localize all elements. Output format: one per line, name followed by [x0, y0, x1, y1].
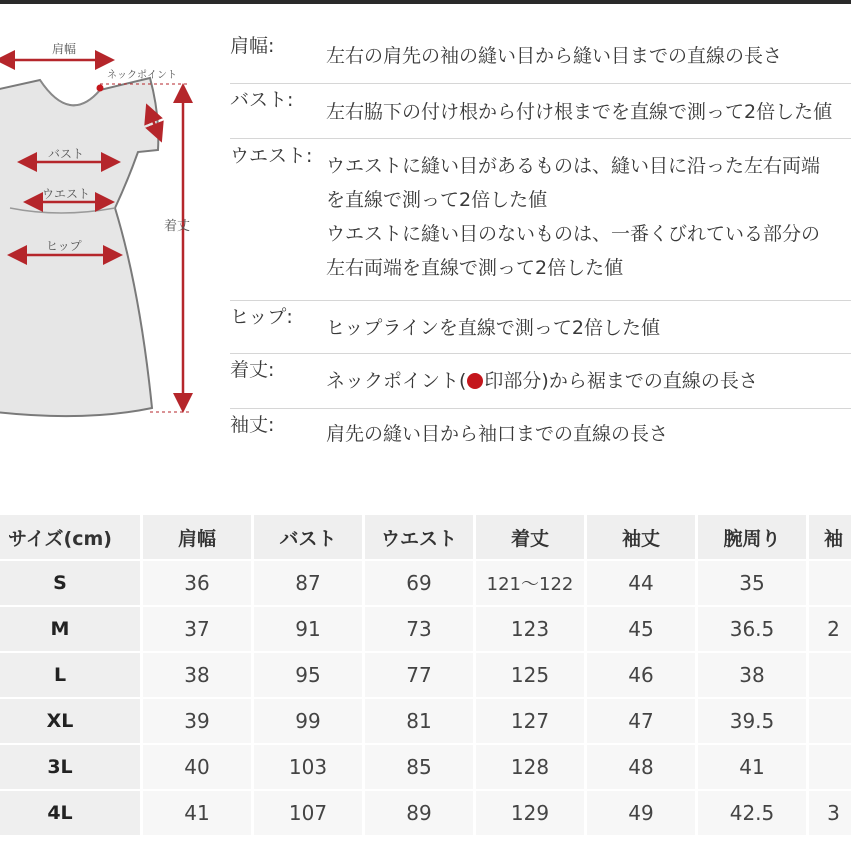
definition-term: 着丈:	[230, 359, 275, 381]
table-row	[0, 653, 851, 699]
red-dot-icon	[467, 373, 483, 389]
table-cell: 41	[698, 745, 809, 791]
table-cell: 48	[587, 745, 698, 791]
table-cell: 37	[143, 607, 254, 653]
table-row	[0, 699, 851, 745]
header-waist: ウエスト	[365, 515, 476, 561]
table-cell: 36	[143, 561, 254, 607]
table-cell: 107	[254, 791, 365, 837]
definition-waist	[230, 139, 851, 301]
header-length: 着丈	[476, 515, 587, 561]
size-cell: S	[0, 561, 143, 607]
size-table-container	[0, 515, 851, 837]
definition-bust	[230, 84, 851, 139]
definition-term: ヒップ:	[230, 306, 293, 328]
table-cell: 103	[254, 745, 365, 791]
definition-text: 肩先の縫い目から袖口までの直線の長さ	[326, 423, 669, 445]
header-arm: 腕周り	[698, 515, 809, 561]
table-cell: 125	[476, 653, 587, 699]
table-cell: 127	[476, 699, 587, 745]
table-cell: 77	[365, 653, 476, 699]
table-cell	[809, 745, 851, 791]
table-cell: 45	[587, 607, 698, 653]
neck-point-label: ネックポイント	[107, 70, 177, 81]
table-cell: 87	[254, 561, 365, 607]
table-cell: 42.5	[698, 791, 809, 837]
length-label: 着丈	[164, 219, 191, 234]
definition-shoulder	[230, 30, 851, 84]
size-cell: 4L	[0, 791, 143, 837]
table-cell: 36.5	[698, 607, 809, 653]
definition-text: ヒップラインを直線で測って2倍した値	[326, 317, 660, 339]
definition-length	[230, 354, 851, 409]
table-cell: 85	[365, 745, 476, 791]
definition-text: 左右の肩先の袖の縫い目から縫い目までの直線の長さ	[326, 45, 783, 67]
table-cell: 129	[476, 791, 587, 837]
table-cell: 39.5	[698, 699, 809, 745]
table-cell	[809, 561, 851, 607]
definition-sleeve	[230, 409, 851, 460]
table-cell: 123	[476, 607, 587, 653]
table-header-row	[0, 515, 851, 561]
size-table	[0, 515, 851, 837]
definition-term: バスト:	[230, 89, 294, 111]
waist-label: ウエスト	[42, 187, 91, 201]
table-cell: 44	[587, 561, 698, 607]
table-row	[0, 561, 851, 607]
definition-text: を直線で測って2倍した値	[326, 189, 548, 211]
hip-label: ヒップ	[46, 239, 82, 253]
definition-text: 左右両端を直線で測って2倍した値	[326, 257, 624, 279]
shoulder-label: 肩幅	[52, 42, 77, 56]
measurement-definitions	[230, 30, 851, 460]
size-cell: XL	[0, 699, 143, 745]
definition-text-before: ネックポイント(	[326, 370, 467, 392]
table-row	[0, 745, 851, 791]
dress-diagram-svg	[0, 30, 215, 430]
size-cell: M	[0, 607, 143, 653]
header-size: サイズ(cm)	[0, 515, 143, 561]
size-cell: 3L	[0, 745, 143, 791]
table-cell: 35	[698, 561, 809, 607]
definition-text: ウエストに縫い目のないものは、一番くびれている部分の	[326, 223, 821, 245]
table-cell: 121～122	[476, 561, 587, 607]
definition-text: 左右脇下の付け根から付け根までを直線で測って2倍した値	[326, 101, 833, 123]
definition-term: 袖丈:	[230, 414, 275, 436]
definition-text	[326, 365, 851, 397]
table-cell: 41	[143, 791, 254, 837]
header-cuff: 袖	[809, 515, 851, 561]
table-cell: 49	[587, 791, 698, 837]
top-border	[0, 0, 851, 4]
neck-point-dot	[97, 85, 104, 92]
bust-label: バスト	[48, 147, 85, 161]
table-cell: 40	[143, 745, 254, 791]
table-cell: 3	[809, 791, 851, 837]
table-cell: 47	[587, 699, 698, 745]
table-cell	[809, 699, 851, 745]
table-cell: 89	[365, 791, 476, 837]
table-cell: 69	[365, 561, 476, 607]
table-cell: 81	[365, 699, 476, 745]
table-row	[0, 607, 851, 653]
table-cell	[809, 653, 851, 699]
table-row	[0, 791, 851, 837]
definition-text-after: 印部分)から裾までの直線の長さ	[484, 370, 758, 392]
table-cell: 99	[254, 699, 365, 745]
table-cell: 95	[254, 653, 365, 699]
table-cell: 91	[254, 607, 365, 653]
definition-term: 肩幅:	[230, 35, 275, 57]
definition-text: ウエストに縫い目があるものは、縫い目に沿った左右両端	[326, 155, 821, 177]
dress-diagram	[0, 30, 215, 430]
table-cell: 38	[143, 653, 254, 699]
table-cell: 46	[587, 653, 698, 699]
size-cell: L	[0, 653, 143, 699]
table-cell: 2	[809, 607, 851, 653]
header-shoulder: 肩幅	[143, 515, 254, 561]
table-cell: 38	[698, 653, 809, 699]
table-cell: 39	[143, 699, 254, 745]
definition-hip	[230, 301, 851, 354]
table-cell: 73	[365, 607, 476, 653]
definition-term: ウエスト:	[230, 145, 313, 167]
header-bust: バスト	[254, 515, 365, 561]
table-cell: 128	[476, 745, 587, 791]
header-sleeve: 袖丈	[587, 515, 698, 561]
